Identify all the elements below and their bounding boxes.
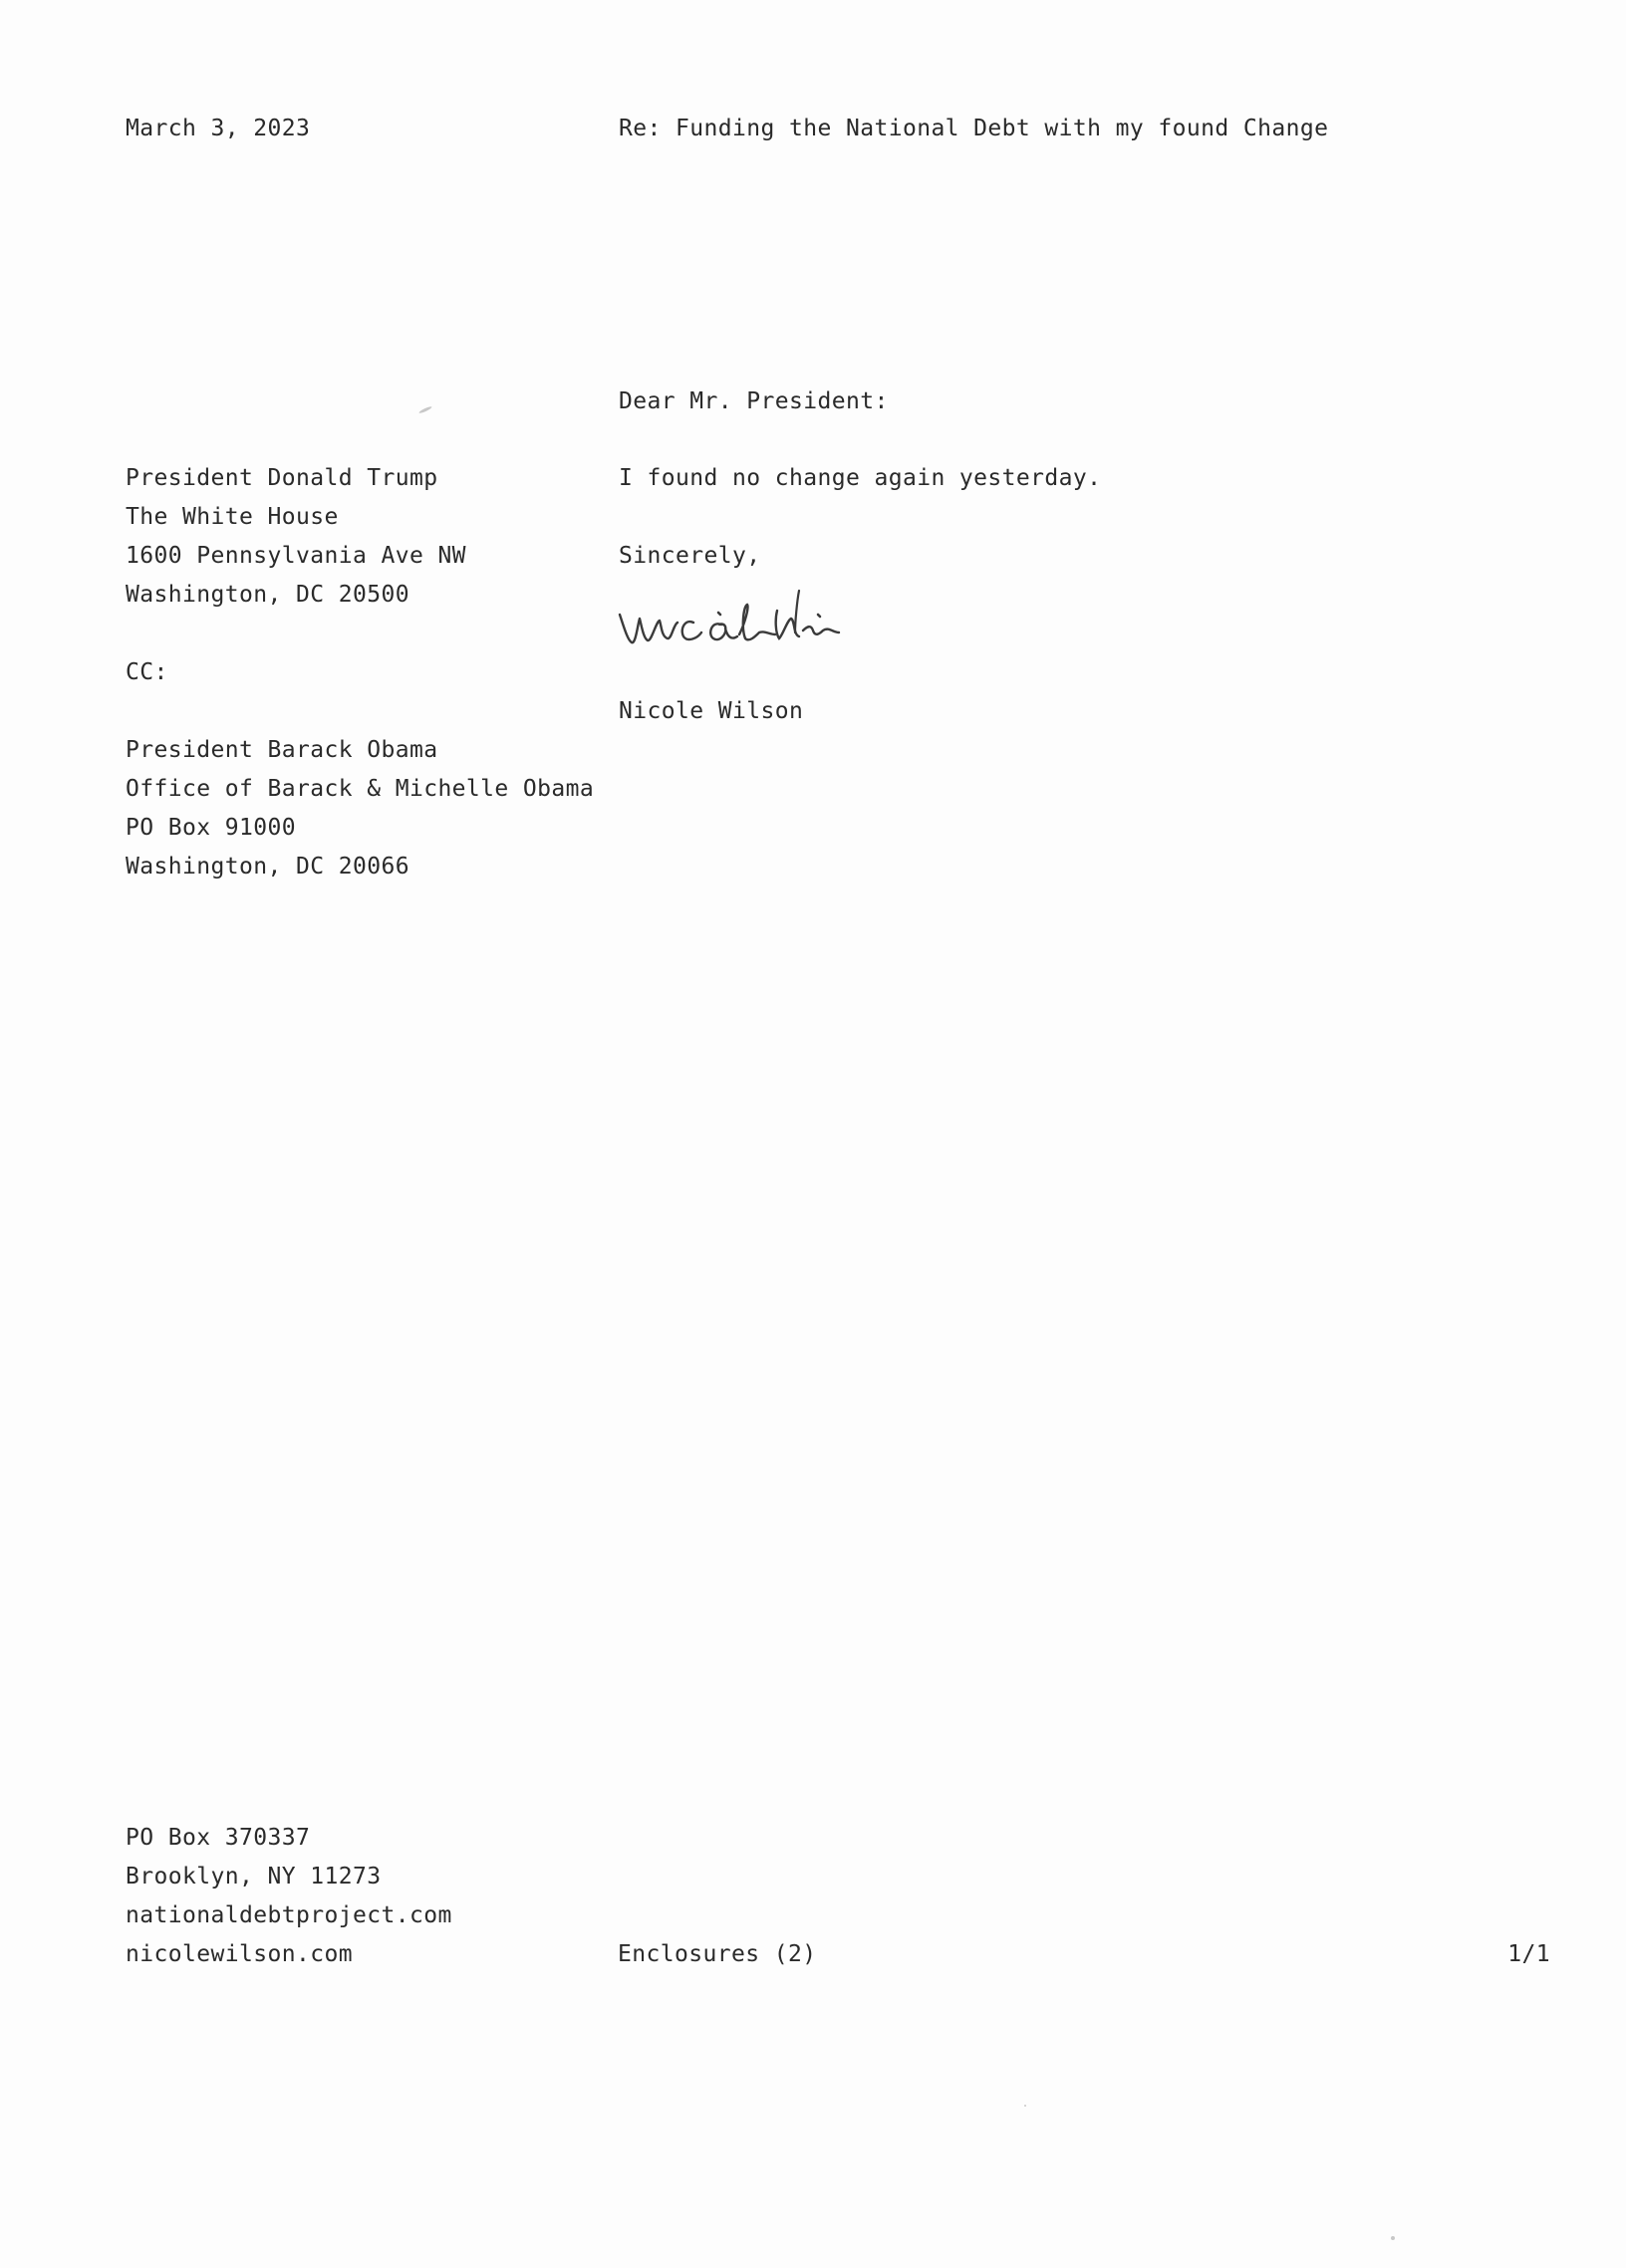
letter-date: March 3, 2023 <box>126 116 311 141</box>
recipient-city: Washington, DC 20500 <box>126 582 409 608</box>
salutation: Dear Mr. President: <box>619 388 889 414</box>
cc-label: CC: <box>126 659 168 685</box>
cc-organization: Office of Barack & Michelle Obama <box>126 776 595 802</box>
paper-speck <box>418 405 432 414</box>
cc-po-box: PO Box 91000 <box>126 815 296 841</box>
recipient-street: 1600 Pennsylvania Ave NW <box>126 543 466 569</box>
recipient-organization: The White House <box>126 504 339 530</box>
footer-address <box>126 1819 452 1974</box>
cc-name: President Barack Obama <box>126 737 438 763</box>
cc-address <box>126 731 594 886</box>
letter-body: I found no change again yesterday. <box>619 465 1102 491</box>
recipient-address <box>126 459 466 615</box>
footer-website-project: nationaldebtproject.com <box>126 1902 452 1928</box>
page-number: 1/1 <box>1507 1941 1550 1967</box>
handwritten-signature <box>616 583 920 652</box>
cc-city: Washington, DC 20066 <box>126 854 409 880</box>
paper-speck <box>1391 2236 1395 2240</box>
closing: Sincerely, <box>619 543 761 569</box>
enclosures-note: Enclosures (2) <box>618 1941 817 1967</box>
paper-speck <box>1024 2105 1026 2107</box>
footer-city: Brooklyn, NY 11273 <box>126 1864 382 1890</box>
recipient-name: President Donald Trump <box>126 465 438 491</box>
footer-po-box: PO Box 370337 <box>126 1825 311 1851</box>
footer-website-personal: nicolewilson.com <box>126 1941 353 1967</box>
letter-subject: Re: Funding the National Debt with my found Change <box>619 116 1329 141</box>
signer-name: Nicole Wilson <box>619 698 804 724</box>
